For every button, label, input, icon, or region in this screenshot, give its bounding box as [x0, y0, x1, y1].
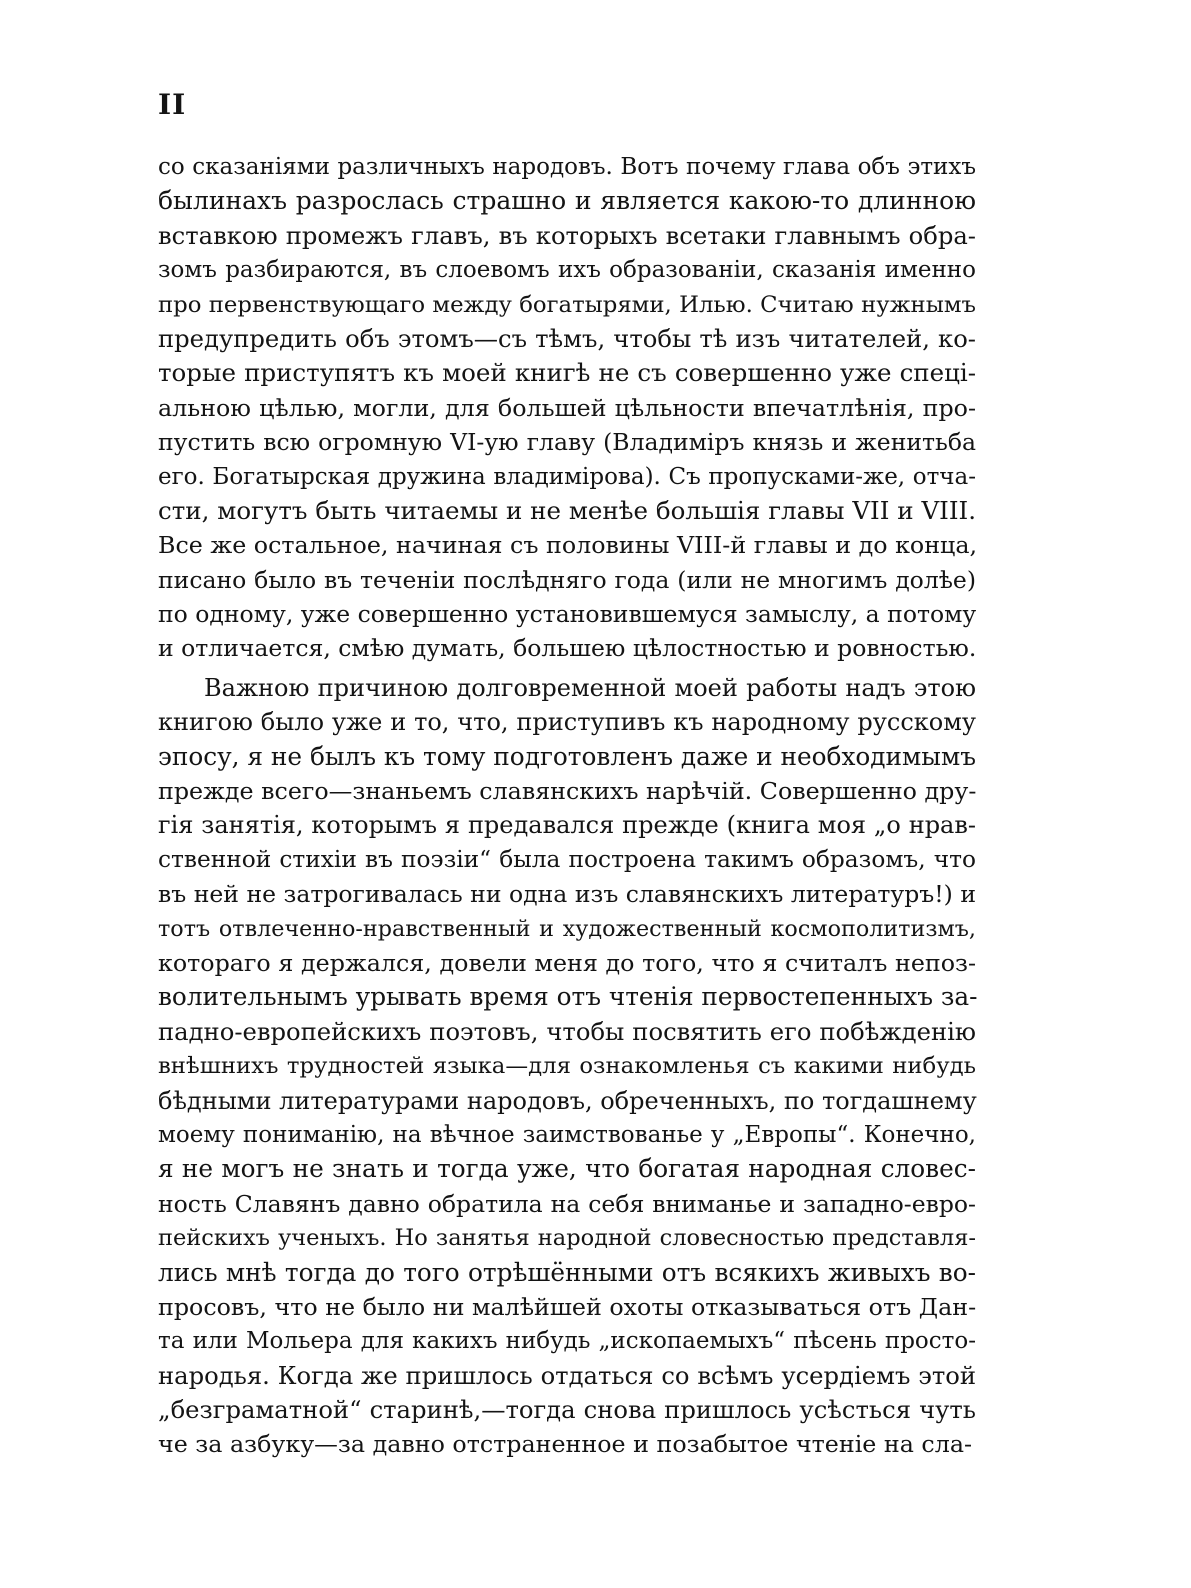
text-line: бѣдными литературами народовъ, обреченныхъ, по тогдашнему	[158, 1086, 977, 1115]
paragraph-1	[158, 150, 976, 666]
text-line: та или Мольера для какихъ нибудь „ископаемыхъ“ пѣсень просто-	[158, 1328, 976, 1355]
text-line: Важною причиною долговременной моей работы надъ этою	[204, 673, 976, 702]
text-line: че за азбуку—за давно отстраненное и позабытое чтеніе на сла-	[158, 1430, 973, 1459]
text-line: альною цѣлью, могли, для большей цѣльности впечатлѣнія, про-	[158, 393, 976, 422]
text-line: писано было въ теченіи послѣдняго года (или не многимъ долѣе)	[158, 565, 976, 594]
text-line: зомъ разбираются, въ слоевомъ ихъ образованіи, сказанія именно	[158, 257, 976, 284]
body-text	[158, 150, 976, 1462]
text-line: моему пониманію, на вѣчное заимствованье у „Европы“. Конечно,	[158, 1121, 976, 1148]
text-line: торые приступятъ къ моей книгѣ не съ совершенно уже спеці-	[158, 358, 976, 388]
text-line: въ ней не затрогивалась ни одна изъ славянскихъ литературъ!) и	[158, 880, 976, 909]
text-line: со сказаніями различныхъ народовъ. Вотъ почему глава объ этихъ	[158, 154, 976, 180]
text-line: падно-европейскихъ поэтовъ, чтобы посвятить его побѣжденію	[158, 1016, 976, 1046]
text-line: эпосу, я не былъ къ тому подготовленъ даже и необходимымъ	[158, 741, 976, 771]
text-line: гія занятія, которымъ я предавался прежде (книга моя „о нрав-	[158, 811, 976, 840]
paragraph-2	[158, 671, 976, 1462]
text-line: ственной стихіи въ поэзіи“ была построена такимъ образомъ, что	[158, 845, 976, 873]
text-line: былинахъ разрослась страшно и является какою-то длинною	[158, 186, 976, 216]
text-line: внѣшнихъ трудностей языка—для ознакомленья съ какими нибудь	[158, 1053, 976, 1080]
text-line: волительнымъ урывать время отъ чтенія первостепенныхъ за-	[158, 982, 978, 1012]
text-line: и отличается, смѣю думать, большею цѣлостностью и ровностью.	[158, 634, 977, 663]
text-line: про первенствующаго между богатырями, Илью. Считаю нужнымъ	[158, 291, 976, 318]
text-line: ность Славянъ давно обратила на себя вниманье и западно-евро-	[158, 1189, 976, 1218]
text-line: „безграматной“ старинѣ,—тогда снова пришлось усѣсться чуть	[158, 1395, 976, 1425]
text-line: по одному, уже совершенно установившемуся замыслу, а потому	[158, 600, 977, 629]
text-line: котораго я держался, довели меня до того, что я считалъ непоз-	[158, 948, 976, 977]
text-line: прежде всего—знаньемъ славянскихъ нарѣчій. Совершенно дру-	[158, 777, 977, 806]
text-line: Все же остальное, начиная съ половины VIII-й главы и до конца,	[158, 531, 978, 560]
text-line: сти, могутъ быть читаемы и не менѣе большія главы VII и VIII.	[158, 495, 976, 525]
text-line: его. Богатырская дружина владимірова). Съ пропусками-же, отча-	[158, 463, 976, 490]
text-line: я не могъ не знать и тогда уже, что богатая народная словес-	[158, 1154, 976, 1184]
text-line: пустить всю огромную VI-ую главу (Владиміръ князь и женитьба	[158, 428, 976, 457]
text-line: лись мнѣ тогда до того отрѣшёнными отъ всякихъ живыхъ во-	[158, 1257, 976, 1287]
text-line: предупредить объ этомъ—съ тѣмъ, чтобы тѣ изъ читателей, ко-	[158, 323, 976, 353]
page-number: II	[158, 88, 187, 121]
text-line: вставкою промежъ главъ, въ которыхъ всетаки главнымъ обра-	[158, 220, 976, 250]
text-line: книгою было уже и то, что, приступивъ къ народному русскому	[158, 708, 976, 737]
text-line: народья. Когда же пришлось отдаться со всѣмъ усердіемъ этой	[158, 1360, 976, 1390]
text-line: тотъ отвлеченно-нравственный и художественный космополитизмъ,	[158, 915, 976, 942]
text-line: просовъ, что не было ни малѣйшей охоты отказываться отъ Дан-	[158, 1292, 977, 1321]
text-line: пейскихъ ученыхъ. Но занятья народной словесностью представля-	[158, 1225, 976, 1252]
